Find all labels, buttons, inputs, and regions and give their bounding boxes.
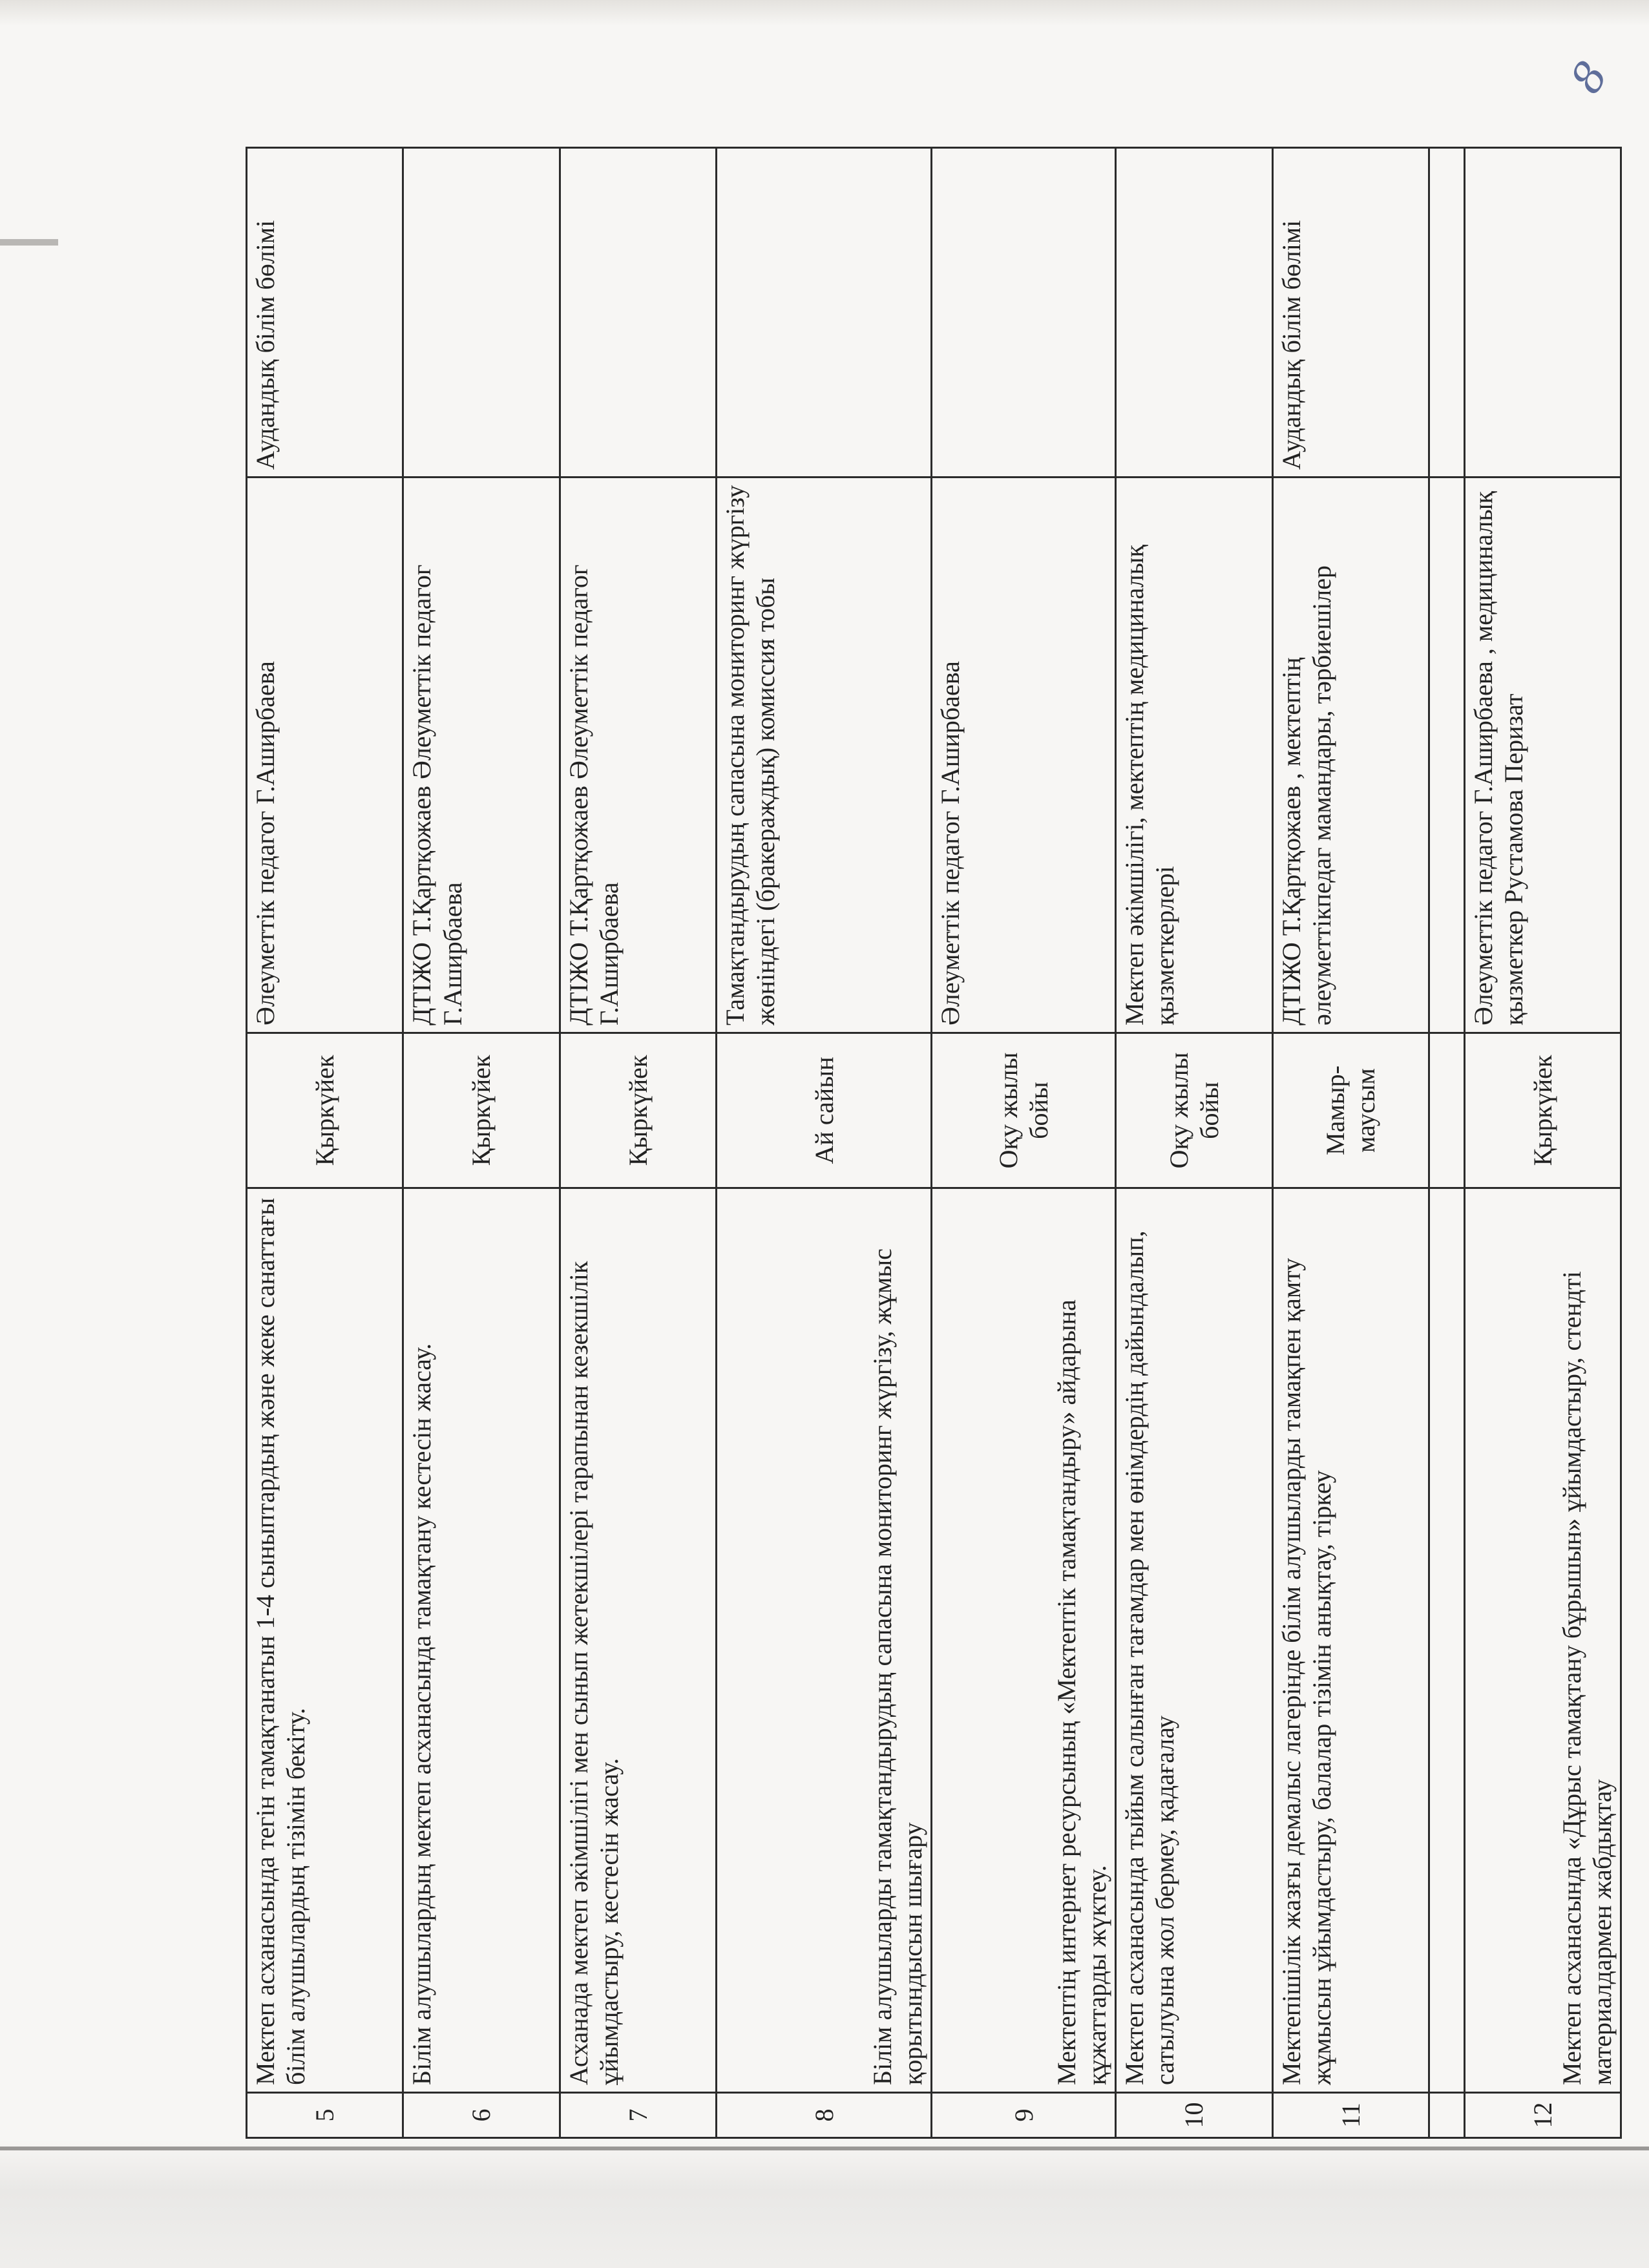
row-number: 10 bbox=[1116, 2093, 1272, 2138]
table-row bbox=[560, 148, 716, 2138]
gap-cell bbox=[1429, 478, 1465, 1033]
task-cell: Мектепішілік жазғы демалыс лагерінде білім алушыларды тамақпен қамту жұмысын ұйымдастыру, балалар тізімін анықтау, тіркеу bbox=[1272, 1188, 1429, 2093]
task-cell: Білім алушыларды тамақтандырудың сапасына мониторинг жүргізу, жұмыс қорытындысын шығару bbox=[717, 1188, 932, 2093]
responsible-cell: Әлеуметтік педагог Г.Аширбаева , медициналық қызметкер Рустамова Перизат bbox=[1464, 478, 1621, 1033]
task-cell: Білім алушылардың мектеп асханасында тамақтану кестесін жасау. bbox=[403, 1188, 560, 2093]
responsible-cell: ДТІЖО Т.Қартқожаев Әлеуметтік педагог Г.Аширбаева bbox=[560, 478, 716, 1033]
responsible-cell: Тамақтандырудың сапасына мониторинг жүргізу жөніндегі (бракераждық) комиссия тобы bbox=[717, 478, 932, 1033]
table-row bbox=[1272, 148, 1429, 2138]
note-cell bbox=[1464, 148, 1621, 478]
rotated-table-holder bbox=[246, 149, 1622, 2139]
date-cell: Қыркүйек bbox=[560, 1033, 716, 1188]
date-cell: Оқу жылы бойы bbox=[932, 1033, 1116, 1188]
scan-bottom-shade bbox=[0, 2139, 1649, 2268]
scan-bottom-edge bbox=[0, 2147, 1649, 2150]
note-cell: Аудандық білім бөлімі bbox=[1272, 148, 1429, 478]
date-cell: Қыркүйек bbox=[403, 1033, 560, 1188]
date-cell: Қыркүйек bbox=[1464, 1033, 1621, 1188]
note-cell bbox=[717, 148, 932, 478]
responsible-cell: ДТІЖО Т.Қартқожаев , мектептің әлеуметтікпедаг мамандары, тәрбиешілер bbox=[1272, 478, 1429, 1033]
row-number: 6 bbox=[403, 2093, 560, 2138]
gap-cell bbox=[1429, 148, 1465, 478]
gap-cell bbox=[1429, 2093, 1465, 2138]
date-cell: Оқу жылы бойы bbox=[1116, 1033, 1272, 1188]
note-cell: Аудандық білім бөлімі bbox=[247, 148, 403, 478]
task-cell: Мектептің интернет ресурсының «Мектептік тамақтандыру» айдарына құжаттарды жүктеу. bbox=[932, 1188, 1116, 2093]
plan-table bbox=[246, 147, 1622, 2139]
responsible-cell: ДТІЖО Т.Қартқожаев Әлеуметтік педагог Г.Аширбаева bbox=[403, 478, 560, 1033]
table-row bbox=[1464, 148, 1621, 2138]
task-cell: Асханада мектеп әкімшілігі мен сынып жетекшілері тарапынан кезекшілік ұйымдастыру, кестесін жасау. bbox=[560, 1188, 716, 2093]
gap-cell bbox=[1429, 1033, 1465, 1188]
table-row bbox=[403, 148, 560, 2138]
scan-top-shadow bbox=[0, 0, 1649, 26]
note-cell bbox=[1116, 148, 1272, 478]
scan-edge-mark bbox=[0, 239, 58, 246]
note-cell bbox=[560, 148, 716, 478]
page-number: 8 bbox=[1560, 53, 1618, 102]
row-number: 9 bbox=[932, 2093, 1116, 2138]
row-number: 7 bbox=[560, 2093, 716, 2138]
table-gap-row bbox=[1429, 148, 1465, 2138]
date-cell: Қыркүйек bbox=[247, 1033, 403, 1188]
table-row bbox=[932, 148, 1116, 2138]
table-row bbox=[247, 148, 403, 2138]
table-row bbox=[717, 148, 932, 2138]
row-number: 12 bbox=[1464, 2093, 1621, 2138]
date-cell: Ай сайын bbox=[717, 1033, 932, 1188]
responsible-cell: Мектеп әкімшілігі, мектептің медициналық қызметкерлері bbox=[1116, 478, 1272, 1033]
row-number: 11 bbox=[1272, 2093, 1429, 2138]
row-number: 5 bbox=[247, 2093, 403, 2138]
responsible-cell: Әлеуметтік педагог Г.Аширбаева bbox=[247, 478, 403, 1033]
gap-cell bbox=[1429, 1188, 1465, 2093]
note-cell bbox=[403, 148, 560, 478]
responsible-cell: Әлеуметтік педагог Г.Аширбаева bbox=[932, 478, 1116, 1033]
note-cell bbox=[932, 148, 1116, 478]
table-row bbox=[1116, 148, 1272, 2138]
row-number: 8 bbox=[717, 2093, 932, 2138]
task-cell: Мектеп асханасында тыйым салынған тағамдар мен өнімдердің дайындалып, сатылуына жол бермеу, қадағалау bbox=[1116, 1188, 1272, 2093]
date-cell: Мамыр-маусым bbox=[1272, 1033, 1429, 1188]
task-cell: Мектеп асханасында «Дұрыс тамақтану бұрышын» ұйымдастыру, стендті материалдармен жабдықтау bbox=[1464, 1188, 1621, 2093]
task-cell: Мектеп асханасында тегін тамақтанатын 1-4 сыныптардың және жеке санаттағы білім алушылардың тізімін бекіту. bbox=[247, 1188, 403, 2093]
